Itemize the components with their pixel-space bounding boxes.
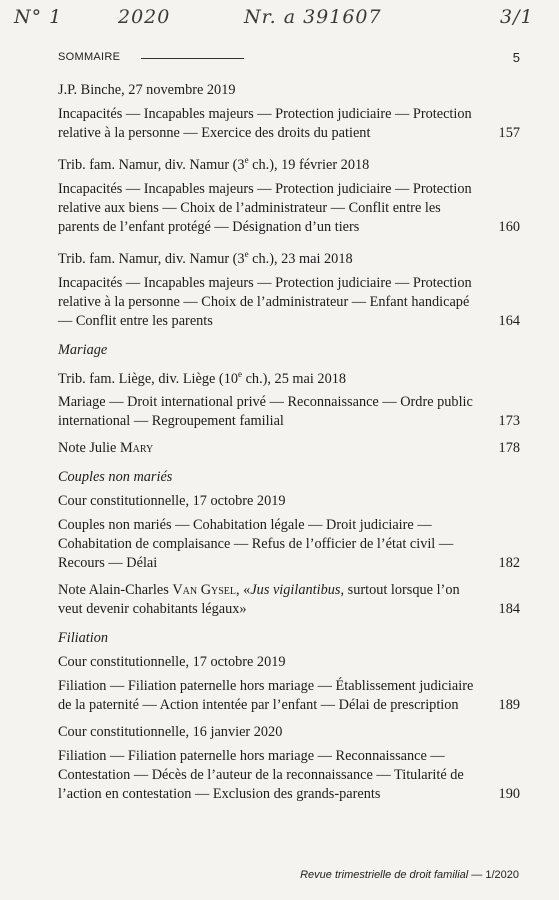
court-line: Cour constitutionnelle, 17 octobre 2019 bbox=[58, 493, 286, 510]
entry-page-number: 173 bbox=[498, 413, 520, 430]
handwritten-fraction: 3/1 bbox=[500, 6, 534, 28]
section-heading: Couples non mariés bbox=[58, 469, 173, 486]
toc-entry bbox=[58, 274, 520, 331]
table-of-contents bbox=[58, 81, 520, 812]
toc-entry bbox=[58, 747, 520, 804]
court-line: J.P. Binche, 27 novembre 2019 bbox=[58, 82, 236, 98]
note-author: Van Gysel bbox=[172, 582, 237, 599]
footer-journal-title: Revue trimestrielle de droit familial bbox=[300, 869, 469, 881]
court-text: ch.), 25 mai 2018 bbox=[242, 370, 347, 387]
handwritten-reference: Nr. a 391607 bbox=[244, 6, 382, 28]
handwritten-year: 2020 bbox=[118, 6, 171, 28]
court-text: Trib. fam. Liège, div. Liège (10 bbox=[58, 370, 238, 387]
section-heading: Filiation bbox=[58, 630, 109, 647]
handwritten-issue-number: N° 1 bbox=[14, 6, 63, 28]
entry-page-number: 182 bbox=[498, 555, 520, 572]
entry-subject: Filiation — Filiation paternelle hors mariage — Établissement judiciaire de la paternité — Action intentée par l’enfant — Délai de prescription bbox=[58, 678, 474, 714]
entry-page-number: 160 bbox=[498, 218, 520, 235]
note-prefix: Note Alain-Charles bbox=[58, 582, 173, 599]
entry-page-number: 189 bbox=[498, 697, 520, 714]
note-suffix: , surtout lorsque l’on veut devenir cohabitants légaux» bbox=[58, 582, 460, 618]
court-line bbox=[58, 365, 520, 388]
court-text: Trib. fam. Namur, div. Namur (3 bbox=[58, 250, 245, 267]
entry-subject: Couples non mariés — Cohabitation légale — Droit judiciaire — Cohabitation de complaisance — Refus de l’officier de l’état civil — Recours — Délai bbox=[58, 517, 454, 572]
header-label: SOMMAIRE bbox=[58, 51, 121, 63]
entry-subject: Mariage — Droit international privé — Reconnaissance — Ordre public international — Regroupement familial bbox=[58, 394, 473, 430]
entry-page-number: 190 bbox=[498, 786, 520, 803]
note-prefix: Note Julie bbox=[58, 440, 120, 457]
toc-entry bbox=[58, 393, 520, 431]
toc-note-entry bbox=[58, 581, 520, 619]
entry-page-number: 184 bbox=[498, 601, 520, 618]
court-superscript: e bbox=[244, 248, 249, 259]
page-footer bbox=[300, 869, 519, 881]
entry-page-number: 178 bbox=[498, 440, 520, 457]
court-line: Cour constitutionnelle, 16 janvier 2020 bbox=[58, 724, 283, 741]
toc-entry bbox=[58, 105, 520, 143]
toc-entry bbox=[58, 677, 520, 715]
court-text: ch.), 19 février 2018 bbox=[248, 156, 370, 173]
toc-note-entry bbox=[58, 439, 520, 458]
page-header bbox=[58, 51, 520, 67]
toc-entry bbox=[58, 180, 520, 237]
court-superscript: e bbox=[238, 368, 242, 379]
court-line bbox=[58, 151, 520, 174]
court-text: Trib. fam. Namur, div. Namur (3 bbox=[58, 156, 245, 173]
court-line: Cour constitutionnelle, 17 octobre 2019 bbox=[58, 654, 286, 671]
entry-page-number: 164 bbox=[498, 312, 520, 329]
note-italic-title: Jus vigilantibus bbox=[250, 582, 341, 599]
entry-subject: Filiation — Filiation paternelle hors mariage — Reconnaissance — Contestation — Décès de l’auteur de la reconnaissance — Titularité de l’action en contestation — Exclusion des grands-parents bbox=[58, 748, 464, 803]
court-line bbox=[58, 245, 520, 268]
note-author: Mary bbox=[119, 440, 154, 457]
section-heading: Mariage bbox=[58, 341, 108, 358]
toc-entry bbox=[58, 516, 520, 573]
header-page-number: 5 bbox=[512, 50, 520, 65]
entry-subject: Incapacités — Incapables majeurs — Protection judiciaire — Protection relative à la personne — Choix de l’administrateur — Enfant handicapé — Conflit entre les parents bbox=[58, 274, 472, 329]
footer-issue: — 1/2020 bbox=[471, 869, 519, 881]
court-text: ch.), 23 mai 2018 bbox=[248, 250, 353, 267]
entry-subject: Incapacités — Incapables majeurs — Protection judiciaire — Protection relative à la personne — Exercice des droits du patient bbox=[58, 106, 472, 141]
header-rule bbox=[141, 58, 244, 59]
note-mid: , « bbox=[236, 582, 251, 599]
entry-subject: Incapacités — Incapables majeurs — Protection judiciaire — Protection relative aux biens — Choix de l’administrateur — Conflit entre les parents de l’enfant protégé — Désignation d’un tiers bbox=[58, 180, 472, 235]
court-superscript: e bbox=[244, 155, 249, 165]
entry-page-number: 157 bbox=[498, 125, 520, 141]
